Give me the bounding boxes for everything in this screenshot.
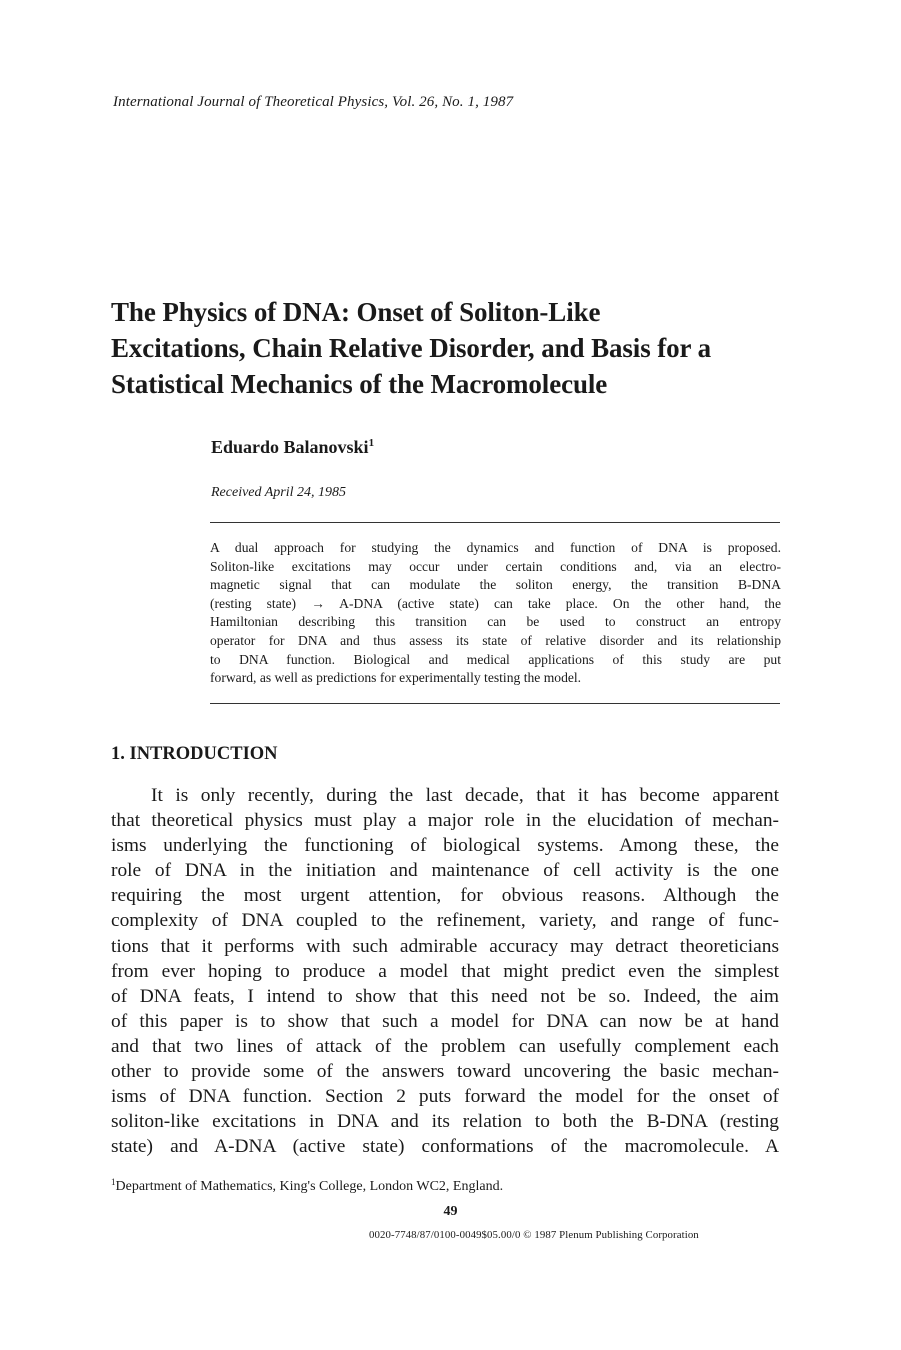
body-line: tions that it performs with such admirable accuracy may detract theoreticians [111,935,779,957]
paper-title [111,294,811,402]
body-line: state) and A-DNA (active state) conformations of the macromolecule. A [111,1136,779,1158]
abstract-line: forward, as well as predictions for experimentally testing the model. [210,670,582,686]
body-line: and that two lines of attack of the problem can usefully complement each [111,1035,779,1057]
abstract-bottom-rule [210,703,780,704]
journal-header: International Journal of Theoretical Physics, Vol. 26, No. 1, 1987 [113,94,514,110]
title-line: Excitations, Chain Relative Disorder, and Basis for a [111,333,711,363]
received-date: Received April 24, 1985 [211,485,347,500]
body-line: of this paper is to show that such a model for DNA can now be at hand [111,1010,779,1032]
section-heading: 1. INTRODUCTION [111,744,278,764]
abstract-line: Soliton-like excitations may occur under certain conditions and, via an electro- [210,558,781,574]
body-text [111,783,779,1159]
footnote-mark: 1 [111,1177,116,1187]
abstract-line: to DNA function. Biological and medical applications of this study are put [210,651,781,667]
abstract-line: Hamiltonian describing this transition can be used to construct an entropy [210,614,781,630]
body-line: of DNA feats, I intend to show that this need not be so. Indeed, the aim [111,985,779,1007]
abstract-line: magnetic signal that can modulate the soliton energy, the transition B-DNA [210,577,781,593]
author-footnote-mark: 1 [368,437,375,449]
abstract [210,539,781,688]
body-line: other to provide some of the answers toward uncovering the basic mechan- [111,1061,779,1083]
abstract-top-rule [210,522,780,523]
body-line: role of DNA in the initiation and maintenance of cell activity is the one [111,860,779,882]
body-line: that theoretical physics must play a major role in the elucidation of mechan- [111,810,779,832]
body-line: requiring the most urgent attention, for obvious reasons. Although the [111,885,779,907]
title-line: Statistical Mechanics of the Macromolecule [111,369,608,399]
body-line: isms underlying the functioning of biological systems. Among these, the [111,835,779,857]
body-line: from ever hoping to produce a model that might predict even the simplest [111,960,779,982]
body-line: It is only recently, during the last decade, that it has become apparent [151,785,779,806]
abstract-line: (resting state) → A-DNA (active state) can take place. On the other hand, the [210,595,781,611]
author-name: Eduardo Balanovski [211,437,369,457]
footnote-text: Department of Mathematics, King's College, London WC2, England. [115,1179,504,1194]
body-line: isms of DNA function. Section 2 puts forward the model for the onset of [111,1086,779,1108]
footnote [111,1177,503,1195]
title-line: The Physics of DNA: Onset of Soliton-Like [111,297,601,327]
abstract-line: A dual approach for studying the dynamics and function of DNA is proposed. [210,540,781,555]
copyright-line: 0020-7748/87/0100-0049$05.00/0 © 1987 Plenum Publishing Corporation [369,1229,699,1241]
abstract-line: operator for DNA and thus assess its state of relative disorder and its relationship [210,632,781,648]
author [211,437,374,458]
body-line: complexity of DNA coupled to the refinement, variety, and range of func- [111,910,779,932]
page-number: 49 [443,1204,458,1219]
body-line: soliton-like excitations in DNA and its relation to both the B-DNA (resting [111,1111,779,1133]
